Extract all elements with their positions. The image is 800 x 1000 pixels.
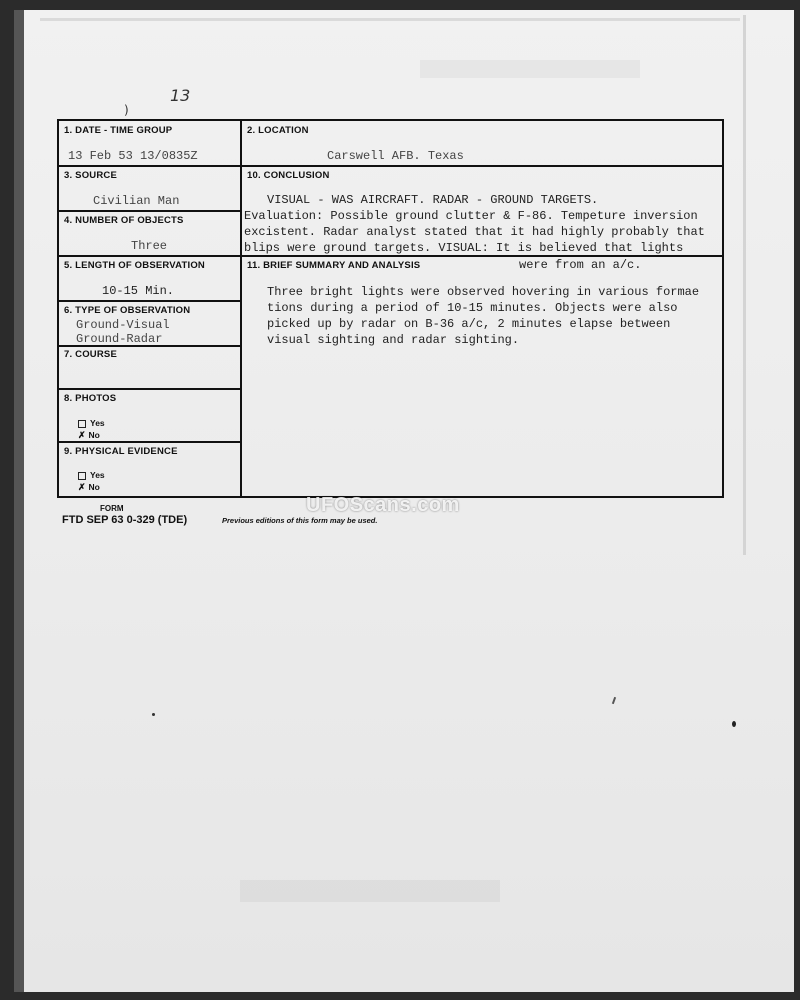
course-label: 7. COURSE [64,349,118,360]
page-shadow-edge [743,15,746,555]
speck [732,721,736,727]
watermark: UFOScans.com [306,494,460,516]
photos-no-option [78,430,100,441]
summary-line: visual sighting and radar sighting. [267,333,520,347]
row-divider [59,210,240,212]
row-divider [59,388,240,390]
physical-evidence-label: 9. PHYSICAL EVIDENCE [64,446,178,457]
page-shadow-top [40,18,740,21]
form-notice: Previous editions of this form may be used. [222,516,378,525]
physical-evidence-yes-option [78,470,105,480]
project-card-form [57,119,724,498]
photos-no-label: No [88,430,100,440]
conclusion-line: Evaluation: Possible ground clutter & F-86. Tempeture inversion [244,209,698,223]
column-divider [240,121,242,496]
photos-yes-label: Yes [90,418,105,428]
physical-evidence-no-checkmark-icon: ✗ [78,482,86,492]
handwritten-page-number: 13 [170,86,191,105]
bleed-through [240,880,500,902]
conclusion-line: excistent. Radar analyst stated that it had highly probably that [244,225,705,239]
physical-evidence-yes-label: Yes [90,470,105,480]
pen-tick: ) [124,103,129,117]
number-of-objects-value: Three [131,239,168,253]
length-of-observation-value: 10-15 Min. [102,284,175,298]
date-time-value: 13 Feb 53 13/0835Z [68,149,198,163]
source-value: Civilian Man [93,194,180,208]
type-of-observation-label: 6. TYPE OF OBSERVATION [64,305,191,316]
physical-evidence-yes-checkbox [78,472,86,480]
photos-no-checkmark-icon: ✗ [78,430,86,440]
location-label: 2. LOCATION [247,125,309,136]
summary-line: picked up by radar on B-36 a/c, 2 minutes elapse between [267,317,671,331]
row-divider [59,441,240,443]
speck [152,713,155,716]
type-of-observation-value: Ground-Visual [76,318,170,332]
form-id: FTD SEP 63 0-329 (TDE) [62,514,188,526]
photos-label: 8. PHOTOS [64,393,117,404]
summary-line: tions during a period of 10-15 minutes. Objects were also [267,301,678,315]
photos-yes-checkbox [78,420,86,428]
row-divider [59,165,722,167]
summary-line: Three bright lights were observed hovering in various formae [267,285,700,299]
form-word: FORM [100,504,124,513]
physical-evidence-no-label: No [88,482,100,492]
number-of-objects-label: 4. NUMBER OF OBJECTS [64,215,184,226]
source-label: 3. SOURCE [64,170,118,181]
photos-yes-option [78,418,105,428]
conclusion-line: VISUAL - WAS AIRCRAFT. RADAR - GROUND TARGETS. [267,193,599,207]
length-of-observation-label: 5. LENGTH OF OBSERVATION [64,260,205,271]
physical-evidence-no-option [78,482,100,493]
conclusion-label: 10. CONCLUSION [247,170,330,181]
bleed-through [420,60,640,78]
conclusion-line: blips were ground targets. VISUAL: It is believed that lights [244,241,684,255]
location-value: Carswell AFB. Texas [327,149,464,163]
row-divider [59,300,240,302]
row-divider [59,255,722,257]
type-of-observation-value: Ground-Radar [76,332,163,346]
summary-label: 11. BRIEF SUMMARY AND ANALYSIS [247,260,421,271]
conclusion-line: were from an a/c. [519,258,642,272]
date-time-label: 1. DATE - TIME GROUP [64,125,173,136]
